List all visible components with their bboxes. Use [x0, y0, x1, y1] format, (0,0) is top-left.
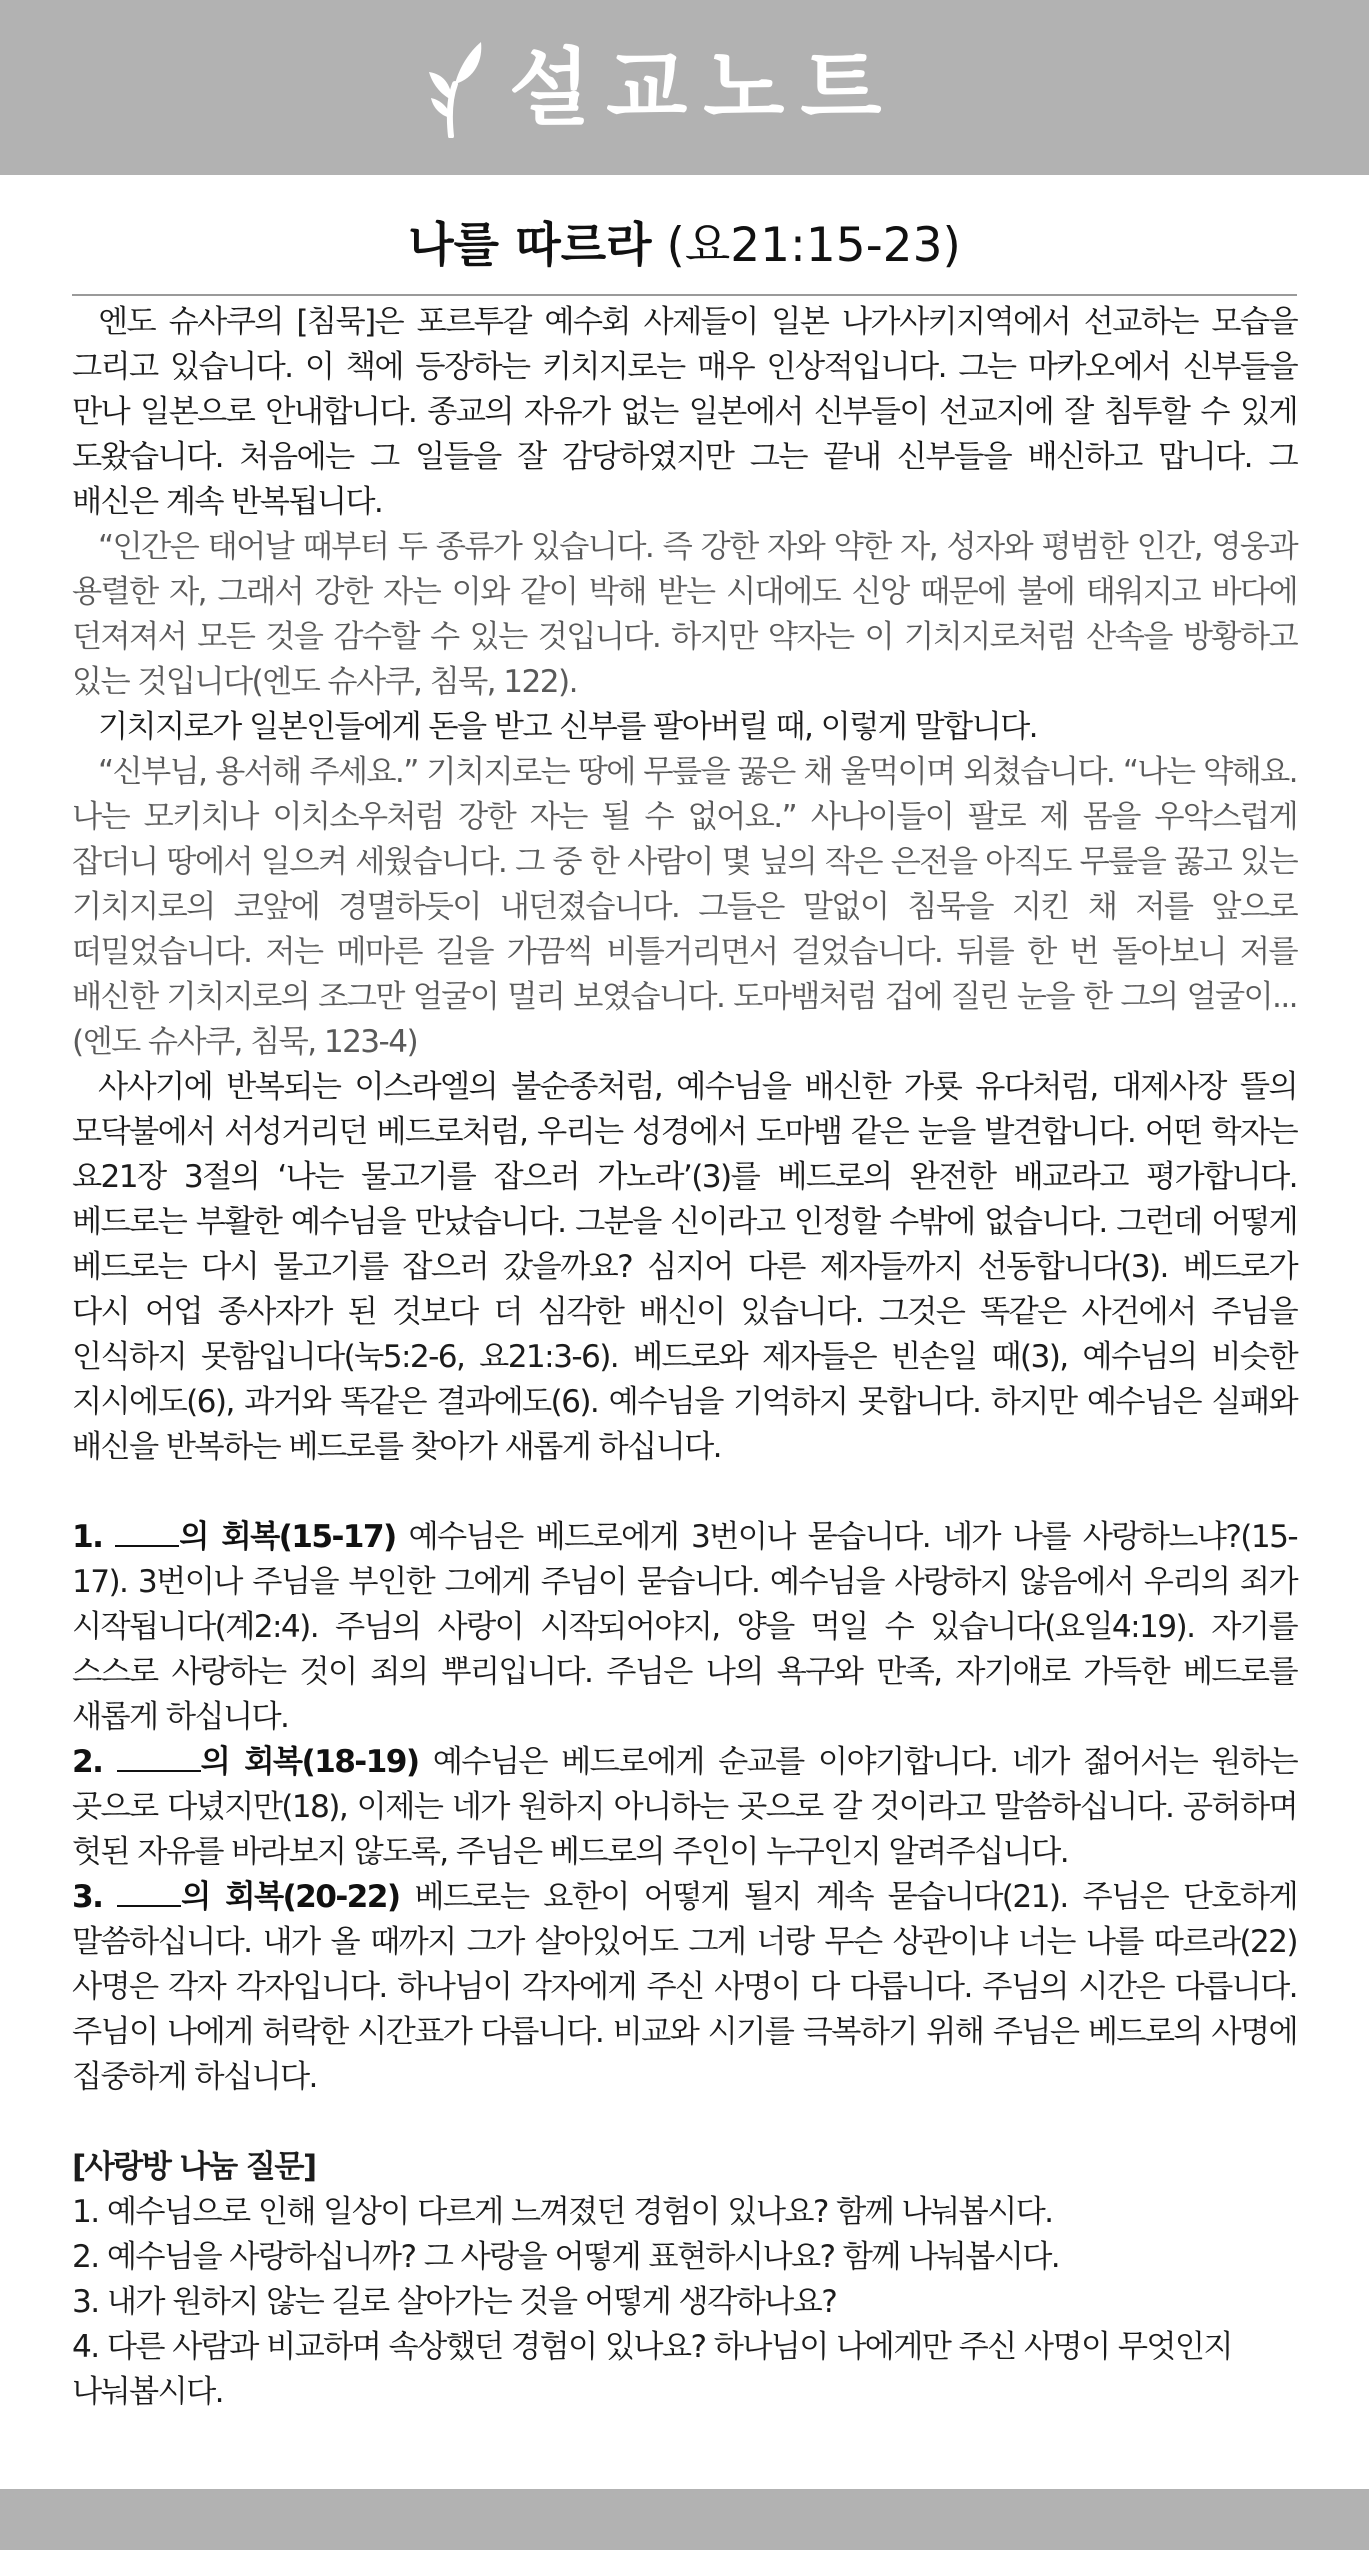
sermon-body [72, 300, 1297, 2415]
fill-in-blank [117, 1881, 181, 1907]
point-number: 1. [72, 1519, 103, 1555]
question-item: 4. 다른 사람과 비교하며 속상했던 경험이 있나요? 하나님이 나에게만 주신 사명이 무엇인지 나눠봅시다. [72, 2329, 1232, 2410]
point-title: 의 회복(18-19) [200, 1744, 419, 1780]
point-3 [72, 1875, 1297, 2100]
title-divider [72, 294, 1297, 296]
question-item: 2. 예수님을 사랑하십니까? 그 사랑을 어떻게 표현하시나요? 함께 나눠봅시다. [72, 2239, 1060, 2275]
point-1 [72, 1515, 1297, 1740]
question-item: 3. 내가 원하지 않는 길로 살아가는 것을 어떻게 생각하나요? [72, 2284, 837, 2320]
quote-paragraph: “신부님, 용서해 주세요.” 기치지로는 땅에 무릎을 꿇은 채 울먹이며 외쳤습니다. “나는 약해요. 나는 모키치나 이치소우처럼 강한 자는 될 수 없어요.” 사나이들이 팔로 제 몸을 우악스럽게 잡더니 땅에서 일으켜 세웠습니다. 그 중 한 사람이 몇 닢의 작은 은전을 아직도 무릎을 꿇고 있는 기치지로의 코앞에 경멸하듯이 내던졌습니다. 그들은 말없이 침묵을 지킨 채 저를 앞으로 떠밀었습니다. 저는 메마른 길을 가끔씩 비틀거리면서 걸었습니다. 뒤를 한 번 돌아보니 저를 배신한 기치지로의 조그만 얼굴이 멀리 보였습니다. 도마뱀처럼 겁에 질린 눈을 한 그의 얼굴이...(엔도 슈사쿠, 침묵, 123-4) [72, 754, 1297, 1060]
point-text: 베드로는 요한이 어떻게 될지 계속 묻습니다(21). 주님은 단호하게 말씀하십니다. 내가 올 때까지 그가 살아있어도 그게 너랑 무슨 상관이냐 너는 나를 따르라(22) 사명은 각자 각자입니다. 하나님이 각자에게 주신 사명이 다 다릅니다. 주님의 시간은 다릅니다. 주님이 나에게 허락한 시간표가 다릅니다. 비교와 시기를 극복하기 위해 주님은 베드로의 사명에 집중하게 하십니다. [72, 1879, 1297, 2095]
body-paragraph: 기치지로가 일본인들에게 돈을 받고 신부를 팔아버릴 때, 이렇게 말합니다. [98, 709, 1037, 745]
questions-heading: [사랑방 나눔 질문] [72, 2149, 316, 2185]
fill-in-blank [115, 1521, 179, 1547]
leaf-icon [425, 38, 485, 138]
point-text: 예수님은 베드로에게 3번이나 묻습니다. 네가 나를 사랑하느냐?(15-17). 3번이나 주님을 부인한 그에게 주님이 묻습니다. 예수님을 사랑하지 않음에서 우리의 죄가 시작됩니다(계2:4). 주님의 사랑이 시작되어야지, 양을 먹일 수 있습니다(요일4:19). 자기를 스스로 사랑하는 것이 죄의 뿌리입니다. 주님은 나의 욕구와 만족, 자기애로 가득한 베드로를 새롭게 하십니다. [72, 1519, 1297, 1735]
sermon-title [0, 206, 1369, 286]
question-item: 1. 예수님으로 인해 일상이 다르게 느껴졌던 경험이 있나요? 함께 나눠봅시다. [72, 2194, 1053, 2230]
point-title: 의 회복(15-17) [179, 1519, 396, 1555]
spacer [72, 1470, 1297, 1515]
point-number: 2. [72, 1744, 103, 1780]
fill-in-blank [117, 1746, 201, 1772]
point-2 [72, 1740, 1297, 1875]
header-banner [0, 0, 1369, 175]
point-text: 예수님은 베드로에게 순교를 이야기합니다. 네가 젊어서는 원하는 곳으로 다녔지만(18), 이제는 네가 원하지 아니하는 곳으로 갈 것이라고 말씀하십니다. 공허하며 헛된 자유를 바라보지 않도록, 주님은 베드로의 주인이 누구인지 알려주십니다. [72, 1744, 1297, 1870]
point-number: 3. [72, 1879, 103, 1915]
page-header-title: 설교노트 [509, 39, 898, 137]
quote-paragraph: “인간은 태어날 때부터 두 종류가 있습니다. 즉 강한 자와 약한 자, 성자와 평범한 인간, 영웅과 용렬한 자, 그래서 강한 자는 이와 같이 박해 받는 시대에도 신앙 때문에 불에 태워지고 바다에 던져져서 모든 것을 감수할 수 있는 것입니다. 하지만 약자는 이 기치지로처럼 산속을 방황하고 있는 것입니다(엔도 슈사쿠, 침묵, 122). [72, 529, 1297, 700]
sermon-reference: (요21:15-23) [666, 218, 961, 273]
spacer [72, 2100, 1297, 2145]
point-title: 의 회복(20-22) [181, 1879, 400, 1915]
sermon-title-text: 나를 따르라 [408, 218, 652, 273]
brand [425, 38, 898, 138]
body-paragraph: 사사기에 반복되는 이스라엘의 불순종처럼, 예수님을 배신한 가룟 유다처럼, 대제사장 뜰의 모닥불에서 서성거리던 베드로처럼, 우리는 성경에서 도마뱀 같은 눈을 발견합니다. 어떤 학자는 요21장 3절의 ‘나는 물고기를 잡으러 가노라’(3)를 베드로의 완전한 배교라고 평가합니다. 베드로는 부활한 예수님을 만났습니다. 그분을 신이라고 인정할 수밖에 없습니다. 그런데 어떻게 베드로는 다시 물고기를 잡으러 갔을까요? 심지어 다른 제자들까지 선동합니다(3). 베드로가 다시 어업 종사자가 된 것보다 더 심각한 배신이 있습니다. 그것은 똑같은 사건에서 주님을 인식하지 못함입니다(눅5:2-6, 요21:3-6). 베드로와 제자들은 빈손일 때(3), 예수님의 비슷한 지시에도(6), 과거와 똑같은 결과에도(6). 예수님을 기억하지 못합니다. 하지만 예수님은 실패와 배신을 반복하는 베드로를 찾아가 새롭게 하십니다. [72, 1069, 1297, 1465]
intro-paragraph: 엔도 슈사쿠의 [침묵]은 포르투갈 예수회 사제들이 일본 나가사키지역에서 선교하는 모습을 그리고 있습니다. 이 책에 등장하는 키치지로는 매우 인상적입니다. 그는 마카오에서 신부들을 만나 일본으로 안내합니다. 종교의 자유가 없는 일본에서 신부들이 선교지에 잘 침투할 수 있게 도왔습니다. 처음에는 그 일들을 잘 감당하였지만 그는 끝내 신부들을 배신하고 맙니다. 그 배신은 계속 반복됩니다. [72, 304, 1297, 520]
footer-bar [0, 2489, 1369, 2550]
